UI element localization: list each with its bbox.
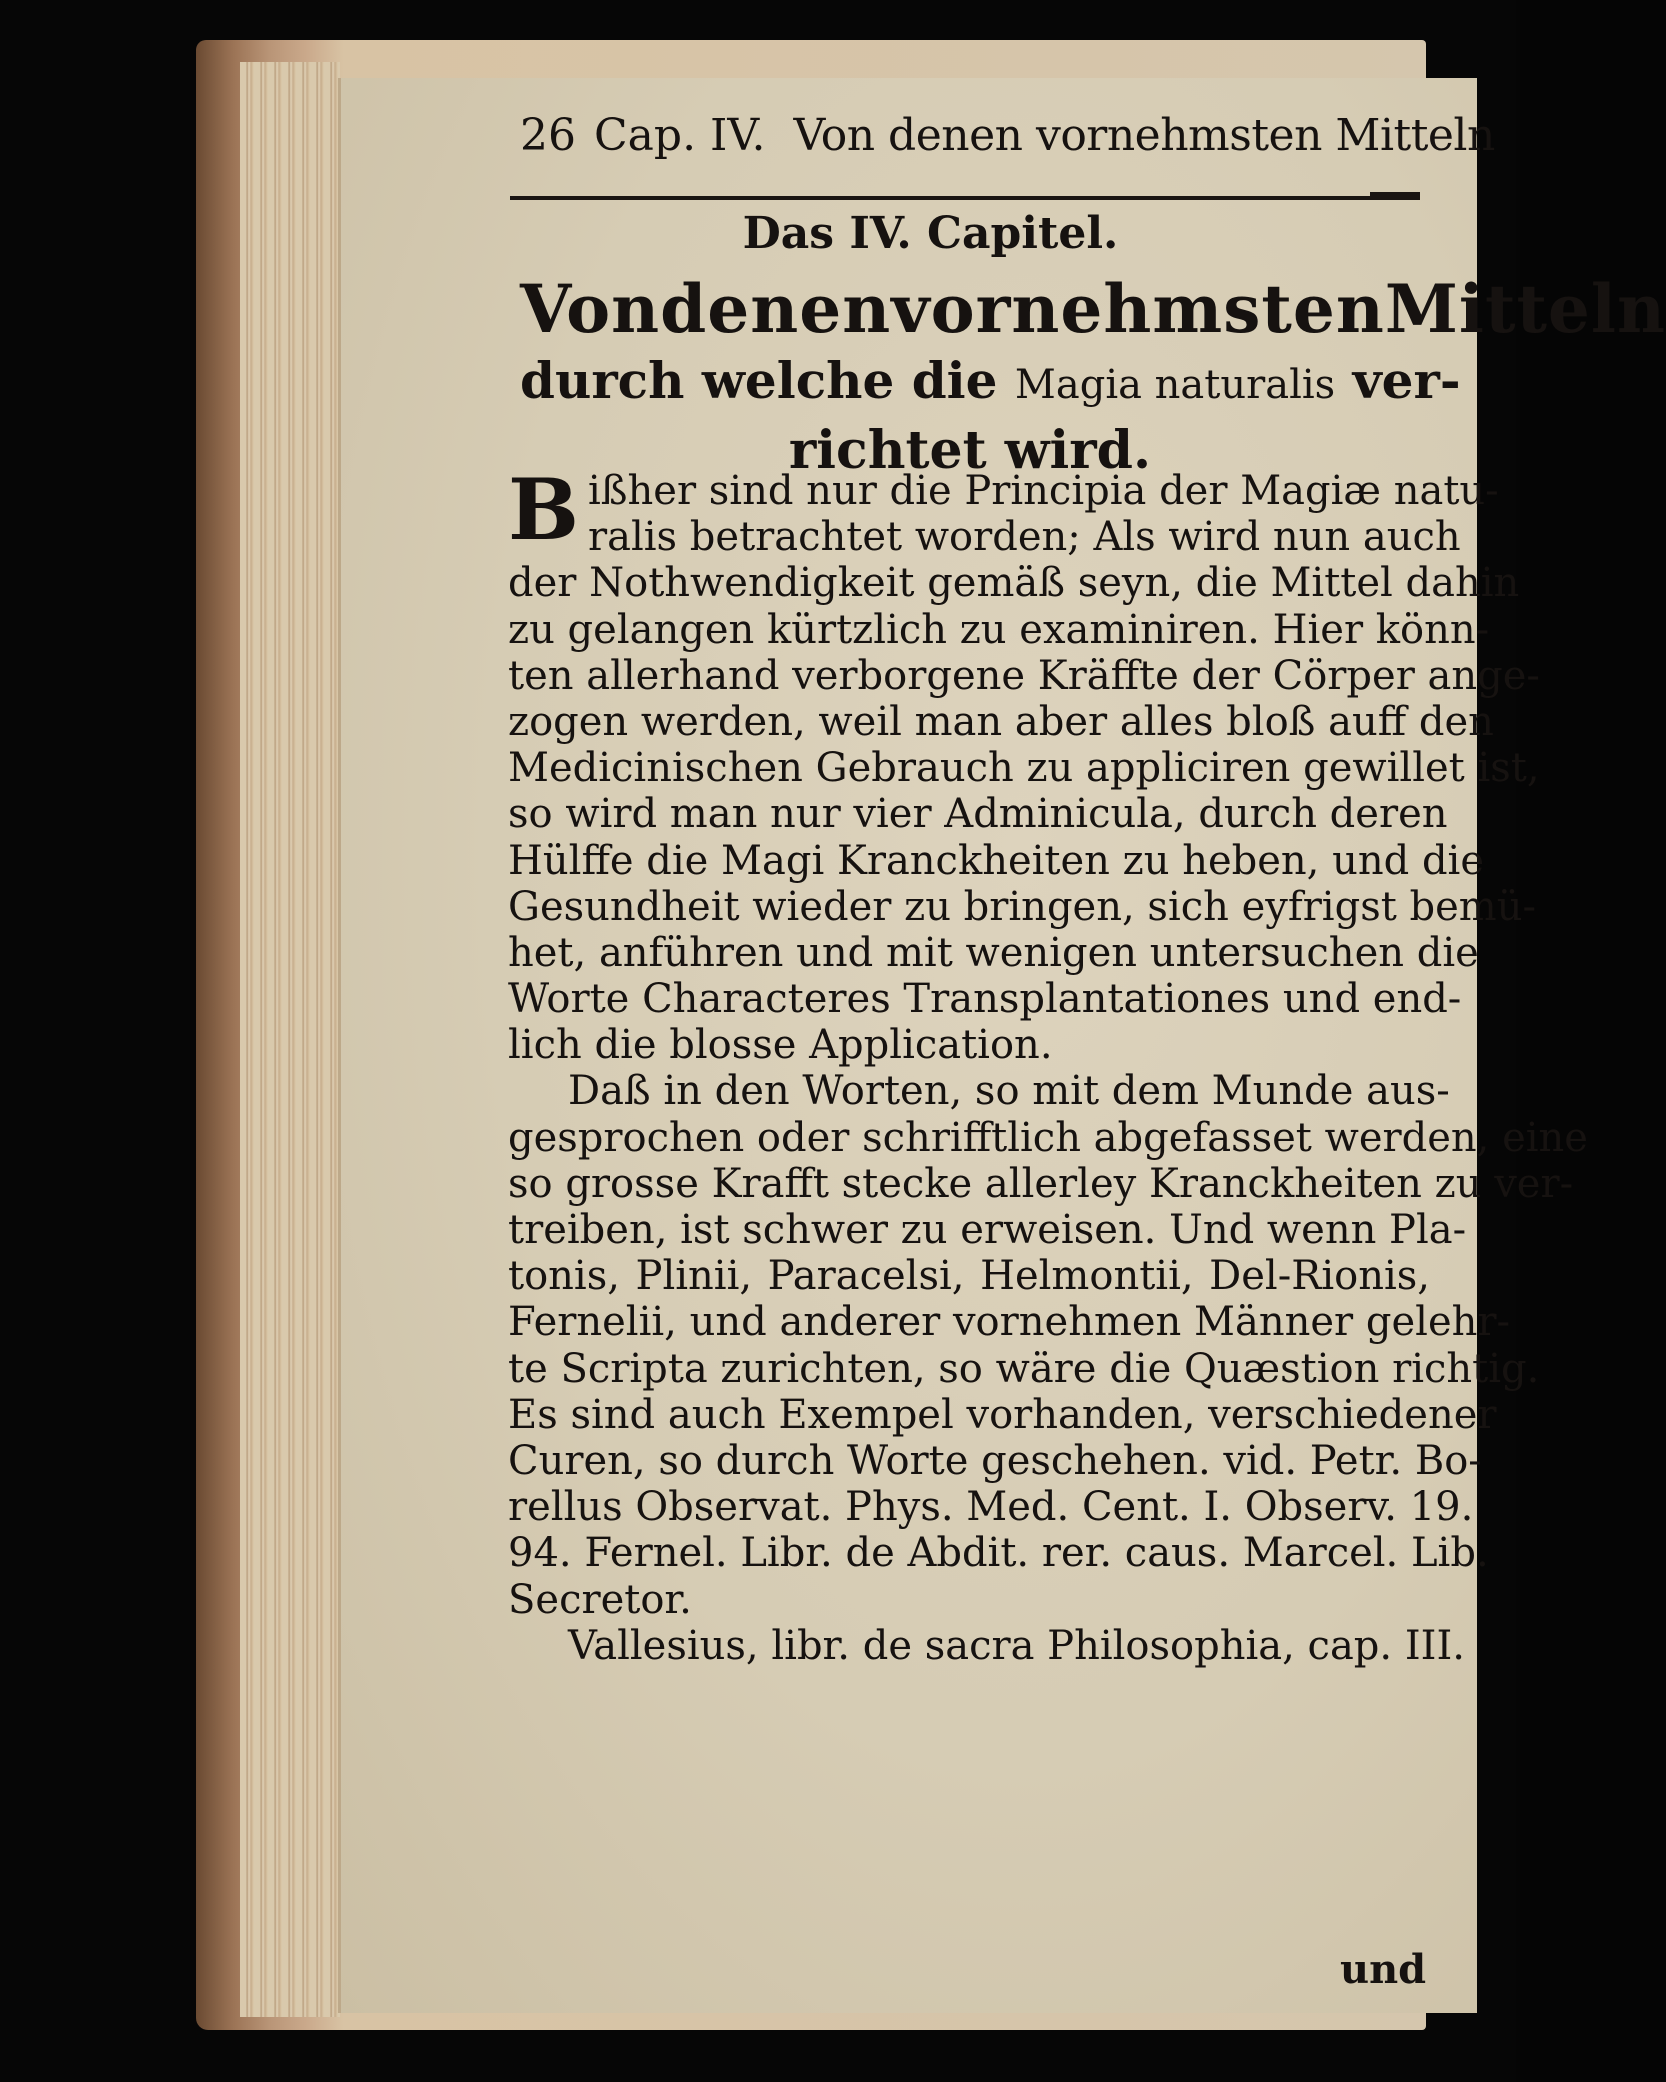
text-line: so grosse Krafft stecke allerley Kranckheiten zu ver- (508, 1160, 1574, 1207)
text-line: Worte Characteres Transplantationes und end- (508, 976, 1462, 1023)
chapter-title-latin: Magia naturalis (1014, 362, 1336, 408)
drop-cap: B (508, 460, 579, 559)
running-head (520, 110, 1495, 180)
chapter-reference: Cap. IV. (594, 110, 766, 161)
text-line: rellus Observat. Phys. Med. Cent. I. Observ. 19. (508, 1484, 1474, 1531)
text-line: te Scripta zurichten, so wäre die Quæstion richtig. (508, 1345, 1540, 1392)
text-line: ißher sind nur die Principia der Magiæ natu- (588, 468, 1499, 514)
text-line: zu gelangen kürtzlich zu examiniren. Hier könn- (508, 606, 1490, 653)
text-line: lich die blosse Application. (508, 1022, 1053, 1069)
chapter-title-line-3: richtet wird. (788, 420, 1152, 481)
text-line: Vallesius, libr. de sacra Philosophia, cap. III. (568, 1622, 1465, 1669)
text-line: ten allerhand verborgene Kräffte der Cörper ange- (508, 652, 1540, 699)
chapter-title-line-2 (520, 348, 1461, 418)
chapter-title-word: denen (660, 270, 892, 348)
text-line: so wird man nur vier Adminicula, durch deren (508, 791, 1448, 838)
running-title: Von denen vornehmsten Mitteln (793, 110, 1495, 161)
text-line: Hülffe die Magi Kranckheiten zu heben, und die (508, 837, 1485, 884)
chapter-label: Das IV. Capitel. (742, 208, 1119, 259)
text-line: zogen werden, weil man aber alles bloß auff den (508, 698, 1494, 745)
chapter-title-text: durch welche die (520, 351, 1015, 410)
text-line: Curen, so durch Worte geschehen. vid. Petr. Bo- (508, 1437, 1482, 1484)
text-line: Daß in den Worten, so mit dem Munde aus- (568, 1068, 1450, 1115)
page-number: 26 (520, 110, 576, 161)
text-line: het, anführen und mit wenigen untersuchen die (508, 929, 1479, 976)
header-rule (510, 196, 1420, 200)
text-line: Secretor. (508, 1576, 692, 1623)
chapter-title (520, 270, 1666, 484)
chapter-title-line-1 (520, 270, 1666, 348)
chapter-title-word: Mitteln (1384, 270, 1666, 348)
header-rule-tail (1370, 192, 1420, 196)
text-line: 94. Fernel. Libr. de Abdit. rer. caus. Marcel. Lib. (508, 1530, 1489, 1577)
chapter-title-word: Von (520, 270, 661, 348)
catchword: und (1340, 1946, 1427, 1993)
body-text (508, 460, 1588, 1669)
text-line: tonis, Plinii, Paracelsi, Helmontii, Del-Rionis, (508, 1253, 1430, 1300)
text-line: ralis betrachtet worden; Als wird nun auch (588, 514, 1461, 561)
text-line: Fernelii, und anderer vornehmen Männer gelehr- (508, 1299, 1511, 1346)
text-line: gesprochen oder schrifftlich abgefasset werden, eine (508, 1114, 1588, 1161)
text-line: Gesundheit wieder zu bringen, sich eyfrigst bemü- (508, 883, 1537, 930)
text-line: treiben, ist schwer zu erweisen. Und wenn Pla- (508, 1207, 1467, 1253)
text-line: Es sind auch Exempel vorhanden, verschiedener (508, 1391, 1497, 1438)
chapter-title-text: ver- (1335, 351, 1461, 410)
text-line: Medicinischen Gebrauch zu appliciren gewillet ist, (508, 745, 1540, 792)
text-line: der Nothwendigkeit gemäß seyn, die Mittel dahin (508, 560, 1520, 607)
chapter-title-word: vornehmsten (891, 270, 1385, 348)
